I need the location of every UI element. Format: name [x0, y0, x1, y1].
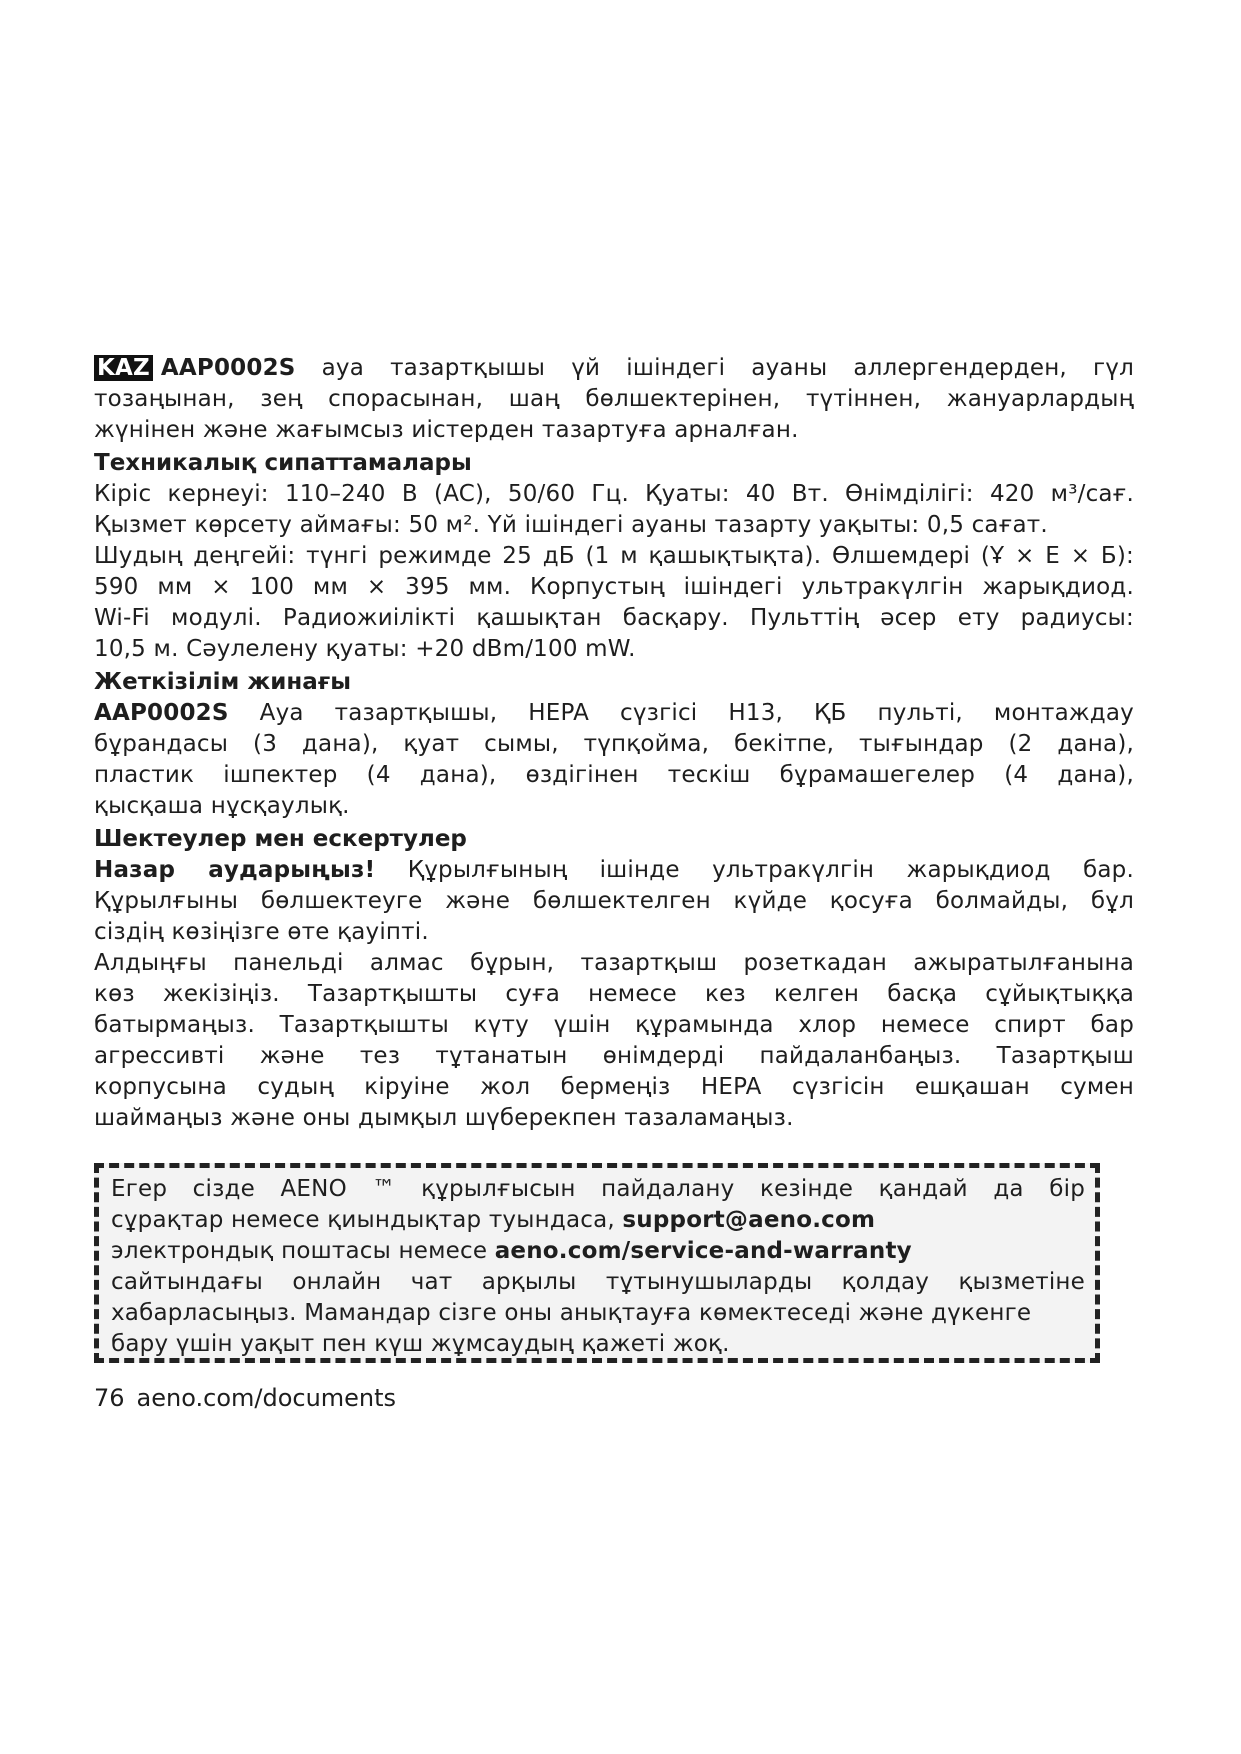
notice-line	[111, 1236, 1085, 1267]
tech-line: Шудың деңгейі: түнгі режимде 25 дБ (1 м қашықтықта). Өлшемдері (Ұ × Е × Б):	[94, 543, 1134, 569]
intro-text: ауа тазартқышы үй ішіндегі ауаны аллергендерден, гүл	[321, 355, 1134, 381]
warnings-line: батырмаңыз. Тазартқышты күту үшін құрамында хлор немесе спирт бар	[94, 1012, 1134, 1038]
kit-line: пластик ішпектер (4 дана), өздігінен тескіш бұрамашегелер (4 дана),	[94, 762, 1134, 788]
kit-heading: Жеткізілім жинағы	[94, 669, 352, 695]
documents-link[interactable]: aeno.com/documents	[136, 1384, 397, 1412]
page-number: 76	[94, 1384, 125, 1412]
support-email-link[interactable]: support@aeno.com	[622, 1207, 876, 1233]
kit-line-1	[94, 698, 1134, 729]
kit-line: қысқаша нұсқаулық.	[94, 793, 350, 819]
kit-model: AAP0002S	[94, 700, 229, 726]
notice-line: Егер сізде AENO ™ құрылғысын пайдалану кезінде қандай да бір	[111, 1176, 1085, 1202]
warnings-line: Құрылғыны бөлшектеуге және бөлшектелген күйде қосуға болмайды, бұл	[94, 888, 1134, 914]
warnings-line: Алдыңғы панельді алмас бұрын, тазартқыш розеткадан ажыратылғанына	[94, 950, 1134, 976]
tech-heading: Техникалық сипаттамалары	[94, 450, 472, 476]
tech-line: Қызмет көрсету аймағы: 50 м². Үй ішіндегі ауаны тазарту уақыты: 0,5 сағат.	[94, 512, 1048, 538]
notice-text: электрондық поштасы немесе	[111, 1238, 488, 1264]
warnings-line: корпусына судың кіруіне жол бермеңіз HEPA сүзгісін ешқашан сумен	[94, 1074, 1134, 1100]
support-notice-box	[94, 1163, 1100, 1363]
document-body	[94, 353, 1134, 1134]
tech-line: Кіріс кернеуі: 110–240 В (AC), 50/60 Гц. Қуаты: 40 Вт. Өнімділігі: 420 м³/сағ.	[94, 481, 1134, 507]
attention-label: Назар аударыңыз!	[94, 857, 376, 883]
warnings-line: агрессивті және тез тұтанатын өнімдерді пайдаланбаңыз. Тазартқыш	[94, 1043, 1134, 1069]
intro-model: AAP0002S	[160, 355, 296, 381]
intro-line-3: жүнінен және жағымсыз иістерден тазартуға арналған.	[94, 417, 799, 443]
warnings-line: сіздің көзіңізге өте қауіпті.	[94, 919, 429, 945]
warnings-heading: Шектеулер мен ескертулер	[94, 826, 467, 852]
notice-line: бару үшін уақыт пен күш жұмсаудың қажеті жоқ.	[111, 1331, 730, 1357]
page-footer	[94, 1383, 396, 1413]
warnings-line: көз жекізіңіз. Тазартқышты суға немесе кез келген басқа сұйықтыққа	[94, 981, 1134, 1007]
service-warranty-link[interactable]: aeno.com/service-and-warranty	[494, 1238, 912, 1264]
notice-text: сұрақтар немесе қиындықтар туындаса,	[111, 1207, 615, 1233]
warnings-text: Құрылғының ішінде ультракүлгін жарықдиод бар.	[407, 857, 1134, 883]
kit-line: бұрандасы (3 дана), қуат сымы, түпқойма, бекітпе, тығындар (2 дана),	[94, 731, 1134, 757]
warnings-line: шаймаңыз және оны дымқыл шүберекпен тазаламаңыз.	[94, 1105, 794, 1131]
warnings-line-1	[94, 855, 1134, 886]
language-tag: KAZ	[94, 355, 153, 381]
tech-line: 10,5 м. Сәулелену қуаты: +20 dBm/100 mW.	[94, 636, 636, 662]
tech-line: Wi-Fi модулі. Радиожиілікті қашықтан басқару. Пульттің әсер ету радиусы:	[94, 605, 1134, 631]
intro-line-1	[94, 353, 1134, 384]
notice-line	[111, 1205, 1085, 1236]
notice-line: сайтындағы онлайн чат арқылы тұтынушыларды қолдау қызметіне	[111, 1269, 1085, 1295]
tech-line: 590 мм × 100 мм × 395 мм. Корпустың ішіндегі ультракүлгін жарықдиод.	[94, 574, 1134, 600]
intro-line-2: тозаңынан, зең спорасынан, шаң бөлшектерінен, түтіннен, жануарлардың	[94, 386, 1134, 412]
notice-line: хабарласыңыз. Мамандар сізге оны анықтауға көмектеседі және дүкенге	[111, 1300, 1032, 1326]
kit-text: Ауа тазартқышы, HEPA сүзгісі H13, ҚБ пульті, монтаждау	[259, 700, 1134, 726]
